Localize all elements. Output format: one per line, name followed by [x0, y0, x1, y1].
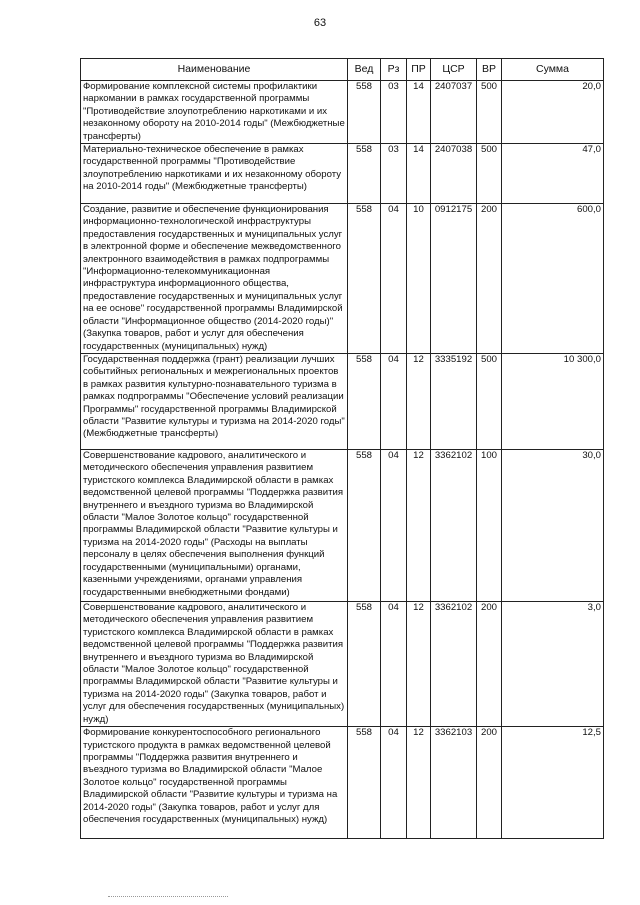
table-row: [81, 450, 604, 602]
row-sum: 10 300,0: [502, 354, 604, 450]
row-ved: 558: [348, 602, 381, 727]
row-name: Формирование конкурентоспособного регионального туристского продукта в рамках ведомственной целевой программы "Поддержка развития внутреннего и въездного туризма во Владимирской области "Малое Золотое кольцо" государственной программы Владимирской области "Развитие культуры и туризма на 2014-2020 годы" (Закупка товаров, работ и услуг для обеспечения государственных (муниципальных) нужд): [81, 727, 348, 839]
row-pr: 12: [407, 602, 431, 727]
row-vr: 100: [477, 450, 502, 602]
row-vr: 200: [477, 602, 502, 727]
row-name: Государственная поддержка (грант) реализации лучших событийных региональных и межрегиональных проектов в рамках развития культурно-познавательного туризма в рамках подпрограммы "Обеспечение условий реализации Программы" государственной программы Владимирской области "Развитие культуры и туризма на 2014-2020 годы" (Межбюджетные трансферты): [81, 354, 348, 450]
row-rz: 03: [381, 81, 407, 144]
row-ved: 558: [348, 81, 381, 144]
row-sum: 12,5: [502, 727, 604, 839]
row-pr: 12: [407, 450, 431, 602]
row-csr: 3362103: [431, 727, 477, 839]
row-sum: 600,0: [502, 204, 604, 354]
row-sum: 20,0: [502, 81, 604, 144]
row-ved: 558: [348, 204, 381, 354]
row-pr: 14: [407, 81, 431, 144]
row-rz: 03: [381, 144, 407, 204]
row-pr: 12: [407, 354, 431, 450]
row-name: Совершенствование кадрового, аналитического и методического обеспечения управления развитием туристского комплекса Владимирской области в рамках ведомственной целевой программы "Поддержка развития внутреннего и въездного туризма во Владимирской области "Малое Золотое кольцо" государственной программы Владимирской области "Развитие культуры и туризма на 2014-2020 годы" (Закупка товаров, работ и услуг для обеспечения государственных (муниципальных) нужд): [81, 602, 348, 727]
row-sum: 30,0: [502, 450, 604, 602]
row-csr: 3362102: [431, 450, 477, 602]
row-pr: 10: [407, 204, 431, 354]
row-sum: 47,0: [502, 144, 604, 204]
row-ved: 558: [348, 144, 381, 204]
table-row: [81, 727, 604, 839]
row-csr: 3335192: [431, 354, 477, 450]
row-rz: 04: [381, 727, 407, 839]
row-name: Формирование комплексной системы профилактики наркомании в рамках государственной программы "Противодействие злоупотреблению наркотиками и их незаконному обороту на 2010-2014 годы" (Межбюджетные трансферты): [81, 81, 348, 144]
table-header-row: [81, 59, 604, 81]
table-row: [81, 354, 604, 450]
header-rz: Рз: [381, 59, 407, 81]
page-number: 63: [313, 17, 327, 29]
row-csr: 0912175: [431, 204, 477, 354]
header-csr: ЦСР: [431, 59, 477, 81]
row-csr: 2407038: [431, 144, 477, 204]
table-row: [81, 602, 604, 727]
row-vr: 500: [477, 144, 502, 204]
budget-table: [80, 58, 604, 839]
row-vr: 500: [477, 354, 502, 450]
row-name: Совершенствование кадрового, аналитического и методического обеспечения управления развитием туристского комплекса Владимирской области в рамках ведомственной целевой программы "Поддержка развития внутреннего и въездного туризма во Владимирской области "Малое Золотое кольцо" государственной программы Владимирской области "Развитие культуры и туризма на 2014-2020 годы" (Расходы на выплаты персоналу в целях обеспечения выполнения функций государственными (муниципальными) органами, казенными учреждениями, органами управления государственными внебюджетными фондами): [81, 450, 348, 602]
row-sum: 3,0: [502, 602, 604, 727]
header-ved: Вед: [348, 59, 381, 81]
row-rz: 04: [381, 450, 407, 602]
header-name: Наименование: [81, 59, 348, 81]
table-row: [81, 144, 604, 204]
table-row: [81, 204, 604, 354]
row-name: Материально-техническое обеспечение в рамках государственной программы "Противодействие злоупотреблению наркотиками и их незаконному обороту на 2010-2014 годы" (Межбюджетные трансферты): [81, 144, 348, 204]
row-vr: 200: [477, 204, 502, 354]
row-name: Создание, развитие и обеспечение функционирования информационно-технологической инфраструктуры предоставления государственных и муниципальных услуг в электронной форме и обеспечение межведомственного электронного взаимодействия в рамках подпрограммы "Информационно-телекоммуникационная инфраструктура информационного общества, предоставление государственных и муниципальных услуг на ее основе" государственной программы Владимирской области "Информационное общество (2014-2020 годы)" (Закупка товаров, работ и услуг для обеспечения государственных (муниципальных) нужд): [81, 204, 348, 354]
footer-dotted-line: [108, 896, 228, 898]
row-ved: 558: [348, 727, 381, 839]
header-pr: ПР: [407, 59, 431, 81]
header-sum: Сумма: [502, 59, 604, 81]
row-csr: 3362102: [431, 602, 477, 727]
row-csr: 2407037: [431, 81, 477, 144]
row-vr: 200: [477, 727, 502, 839]
row-pr: 14: [407, 144, 431, 204]
row-pr: 12: [407, 727, 431, 839]
row-ved: 558: [348, 450, 381, 602]
row-vr: 500: [477, 81, 502, 144]
header-vr: ВР: [477, 59, 502, 81]
row-ved: 558: [348, 354, 381, 450]
row-rz: 04: [381, 602, 407, 727]
row-rz: 04: [381, 354, 407, 450]
table-row: [81, 81, 604, 144]
row-rz: 04: [381, 204, 407, 354]
